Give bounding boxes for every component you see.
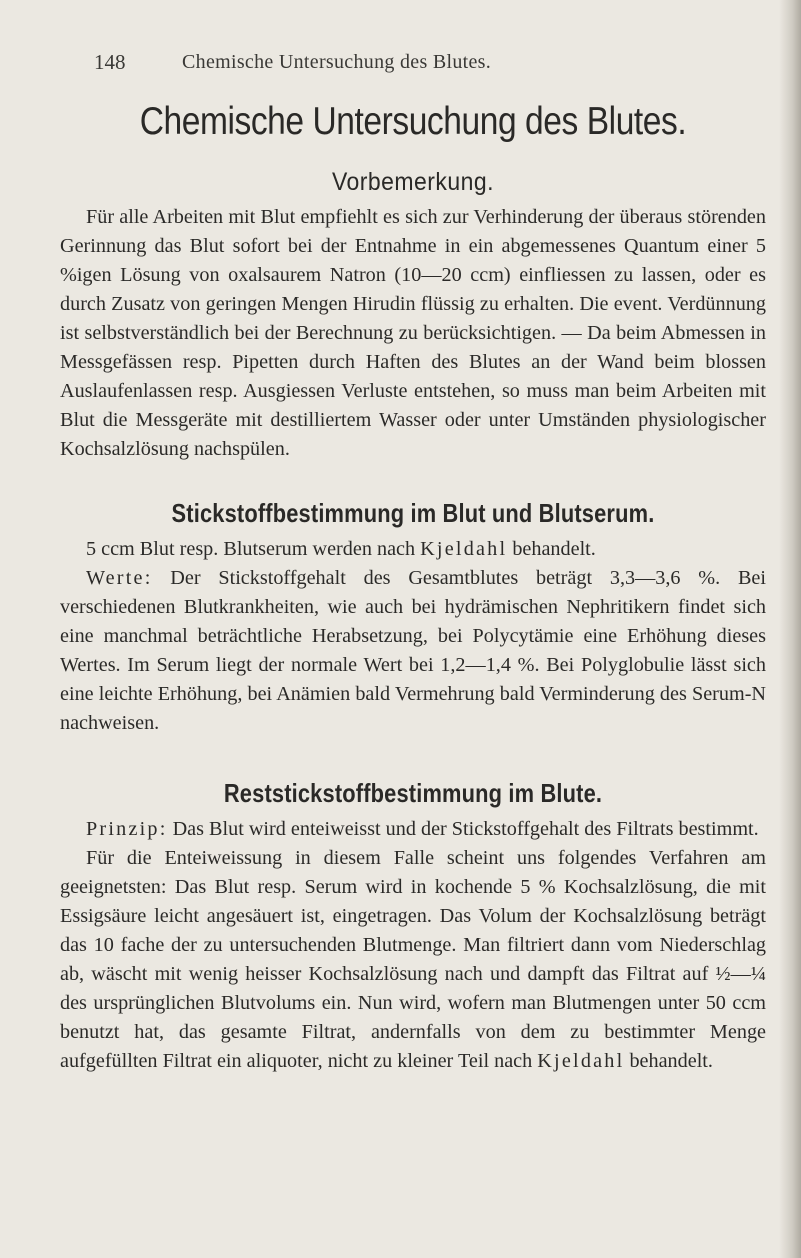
paragraph xyxy=(60,815,766,844)
author-name: Kjeldahl xyxy=(420,538,508,560)
page-edge-shadow xyxy=(779,0,801,1258)
page-number: 148 xyxy=(94,50,126,74)
paragraph xyxy=(60,844,766,1076)
paragraph-text: Das Blut wird enteiweisst und der Stickstoffgehalt des Filtrats bestimmt. xyxy=(167,818,759,840)
paragraph-text: 5 ccm Blut resp. Blutserum werden nach xyxy=(86,538,421,560)
section-heading: Reststickstoffbestimmung im Blute. xyxy=(223,778,603,808)
paragraph xyxy=(60,535,766,564)
inline-label: Prinzip: xyxy=(86,818,168,840)
paragraph-text: behandelt. xyxy=(624,1050,713,1072)
page-content xyxy=(60,100,766,1076)
author-name: Kjeldahl xyxy=(537,1050,625,1072)
paragraph: Für alle Arbeiten mit Blut empfiehlt es sich zur Verhinderung der überaus störenden Gerinnung das Blut sofort bei der Entnahme in ein abgemessenes Quantum einer 5 %igen Lösung von oxalsaurem Natron (10—20 ccm) einfliessen zu lassen, oder es durch Zusatz von geringen Mengen Hirudin flüssig zu erhalten. Die event. Verdünnung ist selbstverständlich bei der Berechnung zu berücksichtigen. — Da beim Abmessen in Messgefässen resp. Pipetten durch Haften des Blutes an der Wand beim blossen Auslaufenlassen resp. Ausgiessen Verluste entstehen, so muss man beim Arbeiten mit Blut die Messgeräte mit destilliertem Wasser oder unter Umständen physiologischer Kochsalzlösung nachspülen. xyxy=(60,206,766,460)
running-title: Chemische Untersuchung des Blutes. xyxy=(182,51,492,73)
paragraph-text: Für die Enteiweissung in diesem Falle scheint uns folgendes Verfahren am geeignetsten: Das Blut resp. Serum wird in kochende 5 % Kochsalzlösung, die mit Essigsäure leicht angesäuert ist, eingetragen. Das Volum der Kochsalzlösung beträgt das 10 fache der zu untersuchenden Blutmenge. Man filtriert dann vom Niederschlag ab, wäscht mit wenig heisser Kochsalzlösung nach und dampft das Filtrat auf ½—¼ des ursprünglichen Blutvolums ein. Nun wird, wofern man Blutmengen unter 50 ccm benutzt hat, das gesamte Filtrat, andernfalls von dem zu bestimmter Menge aufgefüllten Filtrat ein aliquoter, nicht zu kleiner Teil nach xyxy=(60,847,766,1072)
section-heading: Stickstoffbestimmung im Blut und Blutserum. xyxy=(171,498,655,528)
running-header xyxy=(94,50,754,80)
section-reststickstoffbestimmung xyxy=(60,778,766,1076)
main-title: Chemische Untersuchung des Blutes. xyxy=(139,100,687,143)
paragraph-text: Der Stickstoffgehalt des Gesamtblutes beträgt 3,3—3,6 %. Bei verschiedenen Blutkrankheiten, wie auch bei hydrämischen Nephritikern findet sich eine manchmal beträchtliche Herabsetzung, bei Polycytämie eine Erhöhung dieses Wertes. Im Serum liegt der normale Wert bei 1,2—1,4 %. Bei Polyglobulie lässt sich eine leichte Erhöhung, bei Anämien bald Vermehrung bald Verminderung des Serum-N nachweisen. xyxy=(60,567,766,734)
section-stickstoffbestimmung xyxy=(60,498,766,738)
paragraph-text: behandelt. xyxy=(507,538,596,560)
section-vorbemerkung xyxy=(60,168,766,464)
section-heading: Vorbemerkung. xyxy=(332,168,494,196)
paragraph xyxy=(60,564,766,738)
inline-label: Werte: xyxy=(86,567,153,589)
